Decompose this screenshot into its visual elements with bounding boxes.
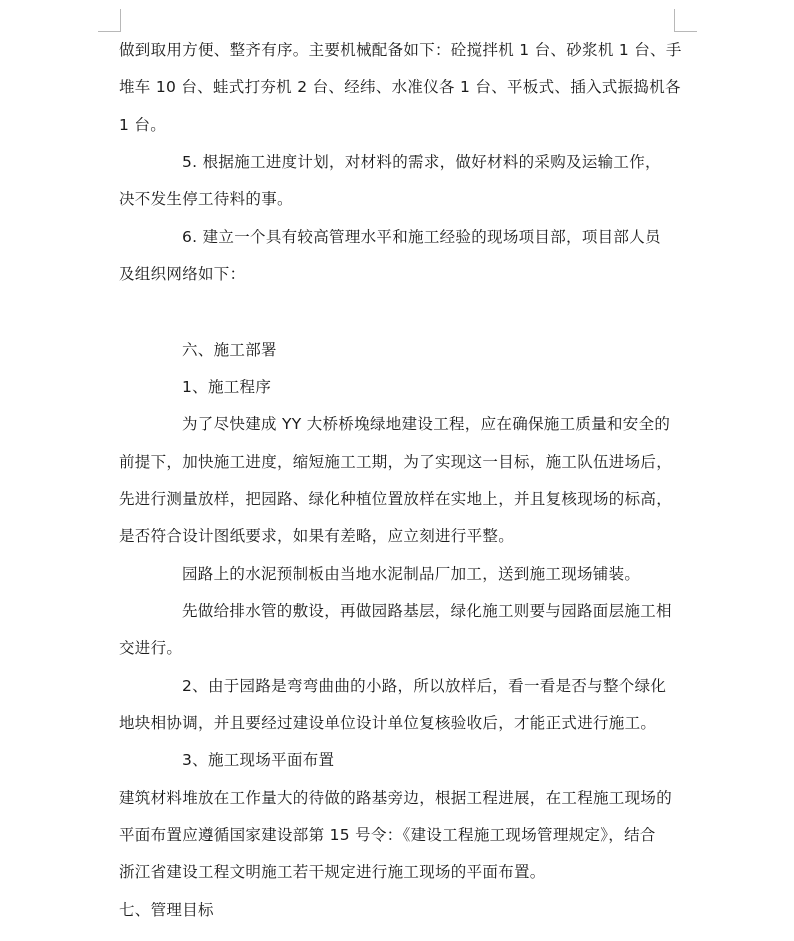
paragraph-line: 先做给排水管的敷设，再做园路基层，绿化施工则要与园路面层施工相 bbox=[182, 602, 672, 620]
section-heading: 七、管理目标 bbox=[119, 901, 214, 919]
paragraph-line: 是否符合设计图纸要求，如果有差略，应立刻进行平整。 bbox=[119, 527, 515, 545]
paragraph-line: 6. 建立一个具有较高管理水平和施工经验的现场项目部，项目部人员 bbox=[182, 228, 661, 246]
paragraph-line: 前提下，加快施工进度，缩短施工工期，为了实现这一目标，施工队伍进场后， bbox=[119, 453, 673, 471]
paragraph-line: 园路上的水泥预制板由当地水泥制品厂加工，送到施工现场铺装。 bbox=[182, 565, 641, 583]
page-corner-mark-top-left bbox=[98, 9, 121, 32]
paragraph-line: 堆车 10 台、蛙式打夯机 2 台、经纬、水准仪各 1 台、平板式、插入式振捣机各 bbox=[119, 78, 681, 96]
page-corner-mark-top-right bbox=[674, 9, 697, 32]
paragraph-line: 为了尽快建成 YY 大桥桥堍绿地建设工程，应在确保施工质量和安全的 bbox=[182, 415, 671, 433]
subsection-heading: 1、施工程序 bbox=[182, 378, 272, 396]
paragraph-line: 平面布置应遵循国家建设部第 15 号令：《建设工程施工现场管理规定》，结合 bbox=[119, 826, 656, 844]
subsection-heading: 3、施工现场平面布置 bbox=[182, 751, 335, 769]
paragraph-line: 5. 根据施工进度计划，对材料的需求，做好材料的采购及运输工作， bbox=[182, 153, 661, 171]
paragraph-line: 先进行测量放样，把园路、绿化种植位置放样在实地上，并且复核现场的标高， bbox=[119, 490, 673, 508]
paragraph-line: 决不发生停工待料的事。 bbox=[119, 190, 293, 208]
section-heading: 六、施工部署 bbox=[182, 341, 277, 359]
paragraph-line: 1 台。 bbox=[119, 116, 166, 134]
paragraph-line: 地块相协调，并且要经过建设单位设计单位复核验收后，才能正式进行施工。 bbox=[119, 714, 657, 732]
paragraph-line: 及组织网络如下： bbox=[119, 265, 246, 283]
paragraph-line: 交进行。 bbox=[119, 639, 183, 657]
paragraph-line: 浙江省建设工程文明施工若干规定进行施工现场的平面布置。 bbox=[119, 863, 546, 881]
paragraph-line: 建筑材料堆放在工作量大的待做的路基旁边，根据工程进展，在工程施工现场的 bbox=[119, 789, 673, 807]
paragraph-line: 做到取用方便、整齐有序。主要机械配备如下：砼搅拌机 1 台、砂浆机 1 台、手 bbox=[119, 41, 682, 59]
paragraph-line: 2、由于园路是弯弯曲曲的小路，所以放样后，看一看是否与整个绿化 bbox=[182, 677, 667, 695]
